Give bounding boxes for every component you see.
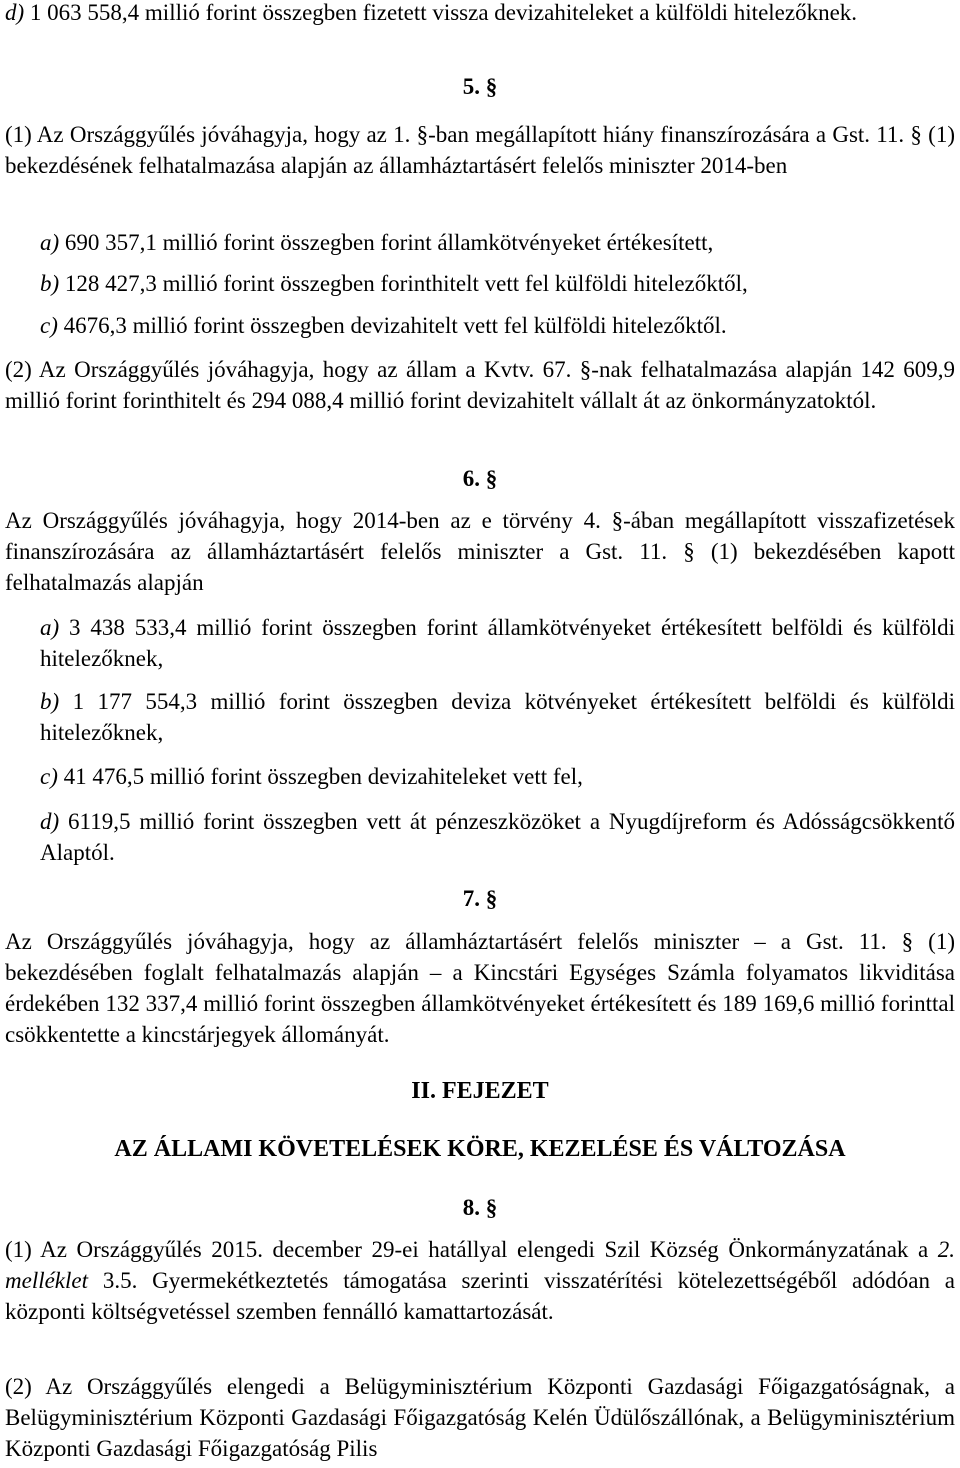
section-5-heading: 5. § <box>462 74 498 99</box>
paragraph-5-2: (2) Az Országgyűlés jóváhagyja, hogy az állam a Kvtv. 67. §-nak felhatalmazása alapján 142 609,9 millió forint forinthitelt és 294 088,4 millió forint devizahitelt vállalt át az önkormányzatoktól. <box>5 357 955 413</box>
paragraph-8-1: (1) Az Országgyűlés 2015. december 29-ei hatállyal elengedi Szil Község Önkormányzatának a 2. melléklet 3.5. Gyermekétkeztetés támogatása szerinti visszatérítési kötelezettségéből adódóan a központi költségvetéssel szemben fennálló kamattartozását. <box>5 1237 955 1324</box>
chapter-title: AZ ÁLLAMI KÖVETELÉSEK KÖRE, KEZELÉSE ÉS VÁLTOZÁSA <box>114 1136 846 1162</box>
paragraph-8-2: (2) Az Országgyűlés elengedi a Belügyminisztérium Központi Gazdasági Főigazgatóságnak, a Belügyminisztérium Központi Gazdasági Főigazgatóság Kelén Üdülőszállónak, a Belügyminisztérium Központi Gazdasági Főigazgatóság Pilis <box>5 1374 955 1461</box>
list-item-6-b: b) 1 177 554,3 millió forint összegben deviza kötvényeket értékesített belföldi és külföldi hitelezőknek, <box>40 689 955 745</box>
list-item-5-a: a) 690 357,1 millió forint összegben forint államkötvényeket értékesített, <box>40 230 714 255</box>
item-label: d) <box>5 0 25 25</box>
annex-reference: 2. melléklet <box>5 1237 955 1293</box>
section-7-heading: 7. § <box>462 886 498 911</box>
paragraph-d-repayment: d) 1 063 558,4 millió forint összegben fizetett vissza devizahiteleket a külföldi hitelezőknek. <box>5 0 858 25</box>
list-item-6-a: a) 3 438 533,4 millió forint összegben forint államkötvényeket értékesített belföldi és külföldi hitelezőknek, <box>40 615 955 671</box>
list-item-6-c: c) 41 476,5 millió forint összegben devizahiteleket vett fel, <box>40 764 583 789</box>
list-item-5-b: b) 128 427,3 millió forint összegben forinthitelt vett fel külföldi hitelezőktől, <box>40 271 748 296</box>
paragraph-7: Az Országgyűlés jóváhagyja, hogy az államháztartásért felelős miniszter – a Gst. 11. § (1) bekezdésében foglalt felhatalmazás alapján – a Kincstári Egységes Számla folyamatos likviditása érdekében 132 337,4 millió forint összegben államkötvényeket értékesített és 189 169,6 millió forinttal csökkentette a kincstárjegyek állományát. <box>5 929 955 1047</box>
list-item-6-d: d) 6119,5 millió forint összegben vett át pénzeszközöket a Nyugdíjreform és Adósságcsökkentő Alaptól. <box>40 809 955 865</box>
paragraph-5-1: (1) Az Országgyűlés jóváhagyja, hogy az 1. §-ban megállapított hiány finanszírozására a Gst. 11. § (1) bekezdésének felhatalmazása alapján az államháztartásért felelős miniszter 2014-ben <box>5 122 955 178</box>
chapter-heading: II. FEJEZET <box>411 1078 549 1104</box>
section-8-heading: 8. § <box>462 1195 498 1220</box>
list-item-5-c: c) 4676,3 millió forint összegben devizahitelt vett fel külföldi hitelezőktől. <box>40 313 727 338</box>
paragraph-6: Az Országgyűlés jóváhagyja, hogy 2014-ben az e törvény 4. §-ában megállapított visszafizetések finanszírozására az államháztartásért felelős miniszter a Gst. 11. § (1) bekezdésében kapott felhatalmazás alapján <box>5 508 955 595</box>
section-6-heading: 6. § <box>462 466 498 491</box>
